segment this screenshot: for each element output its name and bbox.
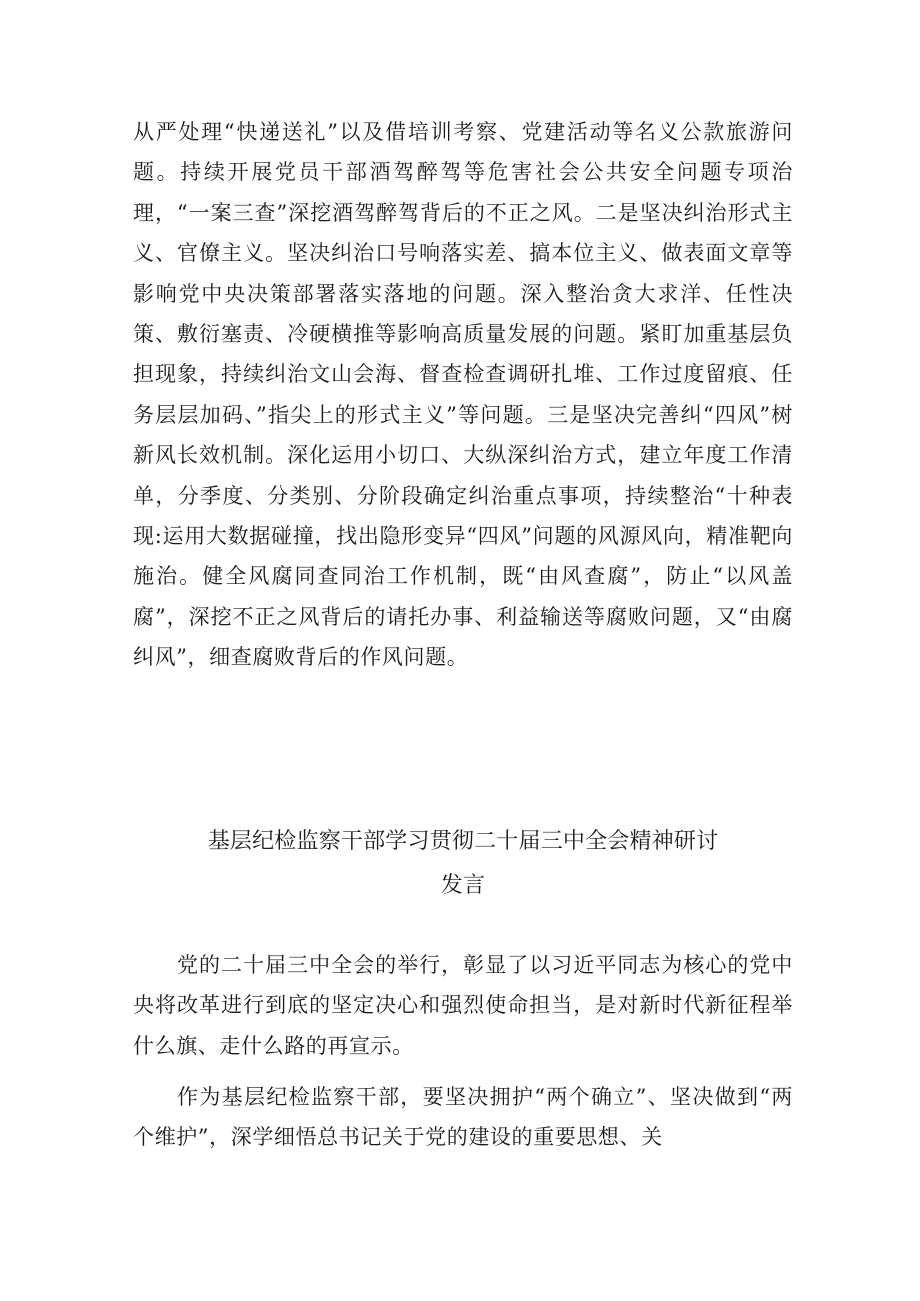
section-title: [133, 820, 793, 908]
section-title-line-2: 发言: [440, 873, 486, 898]
body-paragraph-2: 作为基层纪检监察干部，要坚决拥护“两个确立”、坚决做到“两个维护”，深学细悟总书记关于党的建设的重要思想、关: [133, 1085, 793, 1150]
continuation-paragraph: 从严处理“快递送礼”以及借培训考察、党建活动等名义公款旅游问题。持续开展党员干部酒驾醉驾等危害社会公共安全问题专项治理，“一案三查”深挖酒驾醉驾背后的不正之风。二是坚决纠治形式主义、官僚主义。坚决纠治口号响落实差、搞本位主义、做表面文章等影响党中央决策部署落实落地的问题。深入整治贪大求洋、任性决策、敷衍塞责、冷硬横推等影响高质量发展的问题。紧盯加重基层负担现象，持续纠治文山会海、督查检查调研扎堆、工作过度留痕、任务层层加码、”指尖上的形式主义”等问题。三是坚决完善纠“四风”树新风长效机制。深化运用小切口、大纵深纠治方式，建立年度工作清单，分季度、分类别、分阶段确定纠治重点事项，持续整治“十种表现:运用大数据碰撞，找出隐形变异“四风”问题的风源风向，精准靶向施治。健全风腐同查同治工作机制，既“由风查腐”，防止“以风盖腐”，深挖不正之风背后的请托办事、利益输送等腐败问题，又“由腐纠风”，细查腐败背后的作风问题。: [133, 120, 793, 670]
section-title-line-1: 基层纪检监察干部学习贯彻二十届三中全会精神研讨: [207, 829, 719, 854]
body-paragraph-1: 党的二十届三中全会的举行，彰显了以习近平同志为核心的党中央将改革进行到底的坚定决心和强烈使命担当，是对新时代新征程举什么旗、走什么路的再宣示。: [133, 953, 793, 1058]
